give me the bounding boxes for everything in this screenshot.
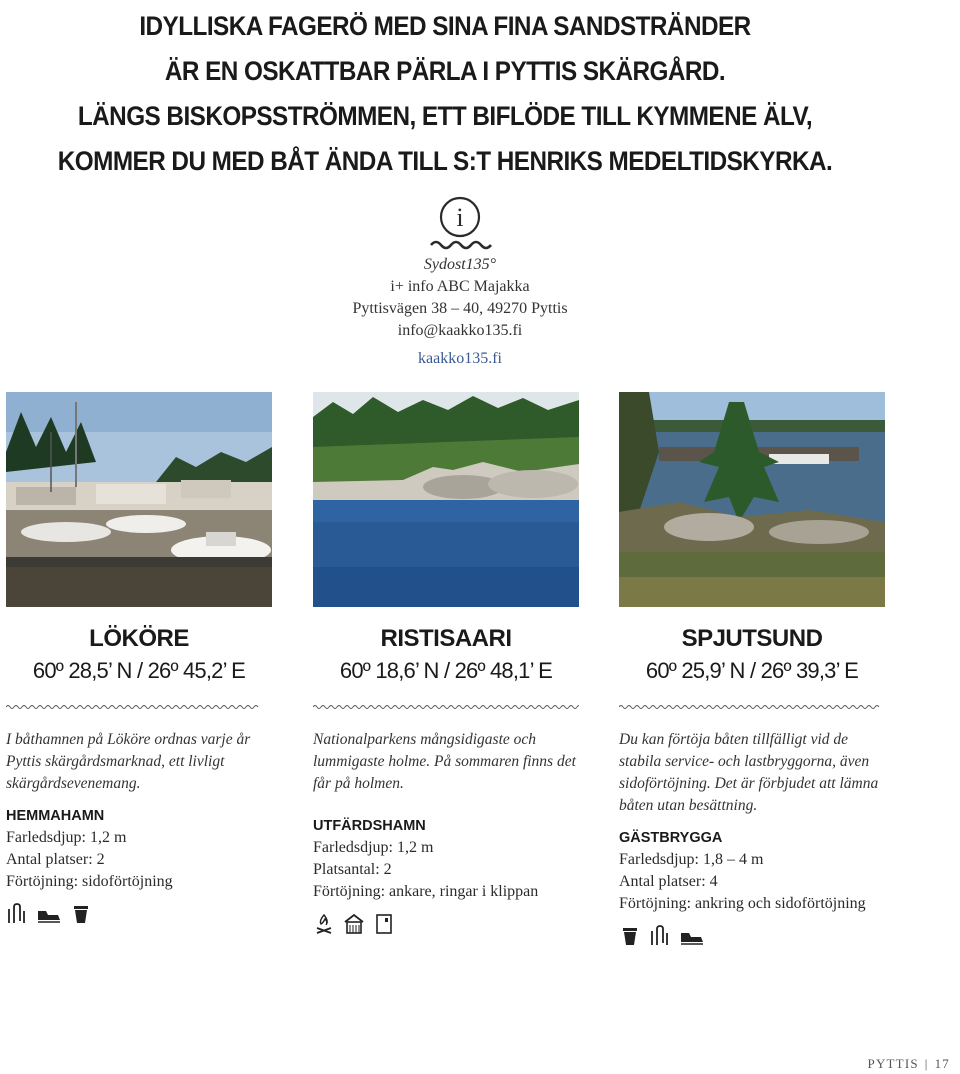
column-lokore: [6, 624, 272, 925]
page-number: 17: [934, 1056, 950, 1071]
boat-ramp-icon: [679, 925, 705, 947]
detail-mooring: Förtöjning: ankring och sidoförtöjning: [619, 895, 866, 912]
info-website-link[interactable]: kaakko135.fi: [418, 350, 502, 367]
detail-depth: Farledsdjup: 1,2 m: [6, 829, 127, 846]
headline-line-4: KOMMER DU MED BÅT ÄNDA TILL S:T HENRIKS MEDELTIDSKYRKA.: [57, 146, 833, 176]
column-title: LÖKÖRE: [89, 625, 189, 652]
shelter-icon: [343, 913, 365, 935]
footer-place: PYTTIS: [867, 1056, 919, 1071]
detail-places: Antal platser: 4: [619, 873, 718, 890]
harbour-type: HEMMAHAMN: [6, 808, 105, 824]
photo-ristisaari: [313, 392, 579, 607]
headline-line-3: LÄNGS BISKOPSSTRÖMMEN, ETT BIFLÖDE TILL KYMMENE ÄLV,: [77, 101, 813, 131]
detail-places: Antal platser: 2: [6, 851, 105, 868]
column-title: RISTISAARI: [380, 625, 512, 652]
column-title: SPJUTSUND: [681, 625, 823, 652]
info-name: Sydost135°: [423, 256, 497, 273]
toilet-icon: [373, 913, 395, 935]
mooring-icon: [649, 925, 671, 947]
service-icons: [619, 925, 885, 947]
boat-ramp-icon: [36, 903, 62, 925]
headline: [45, 4, 846, 184]
campfire-icon: [313, 913, 335, 935]
photo-lokore: [6, 392, 272, 607]
wave-divider: [6, 704, 272, 710]
page-footer: PYTTIS | 17: [867, 1056, 950, 1071]
svg-text:i: i: [456, 203, 464, 232]
detail-places: Platsantal: 2: [313, 861, 392, 878]
column-coordinates: 60º 25,9’ N / 26º 39,3’ E: [645, 658, 859, 683]
column-description: Du kan förtöja båten tillfälligt vid de stabila service- och lastbryggorna, även sidoförtöjning. Det är förbjudet att lämna båten utan besättning.: [619, 731, 879, 814]
info-icon: [425, 196, 495, 254]
column-coordinates: 60º 28,5’ N / 26º 45,2’ E: [32, 658, 246, 683]
detail-mooring: Förtöjning: ankare, ringar i klippan: [313, 883, 539, 900]
detail-depth: Farledsdjup: 1,2 m: [313, 839, 434, 856]
harbour-type: UTFÄRDSHAMN: [313, 818, 426, 834]
waste-bin-icon: [619, 925, 641, 947]
info-line-1: i+ info ABC Majakka: [390, 278, 530, 295]
column-spjutsund: [619, 624, 885, 947]
headline-line-2: ÄR EN OSKATTBAR PÄRLA I PYTTIS SKÄRGÅRD.: [164, 56, 726, 86]
mooring-icon: [6, 903, 28, 925]
photo-spjutsund: [619, 392, 885, 607]
headline-line-1: IDYLLISKA FAGERÖ MED SINA FINA SANDSTRÄNDER: [139, 11, 751, 41]
column-ristisaari: [313, 624, 579, 935]
wave-divider: [313, 704, 579, 710]
info-email[interactable]: info@kaakko135.fi: [397, 322, 523, 339]
waste-bin-icon: [70, 903, 92, 925]
column-description: I båthamnen på Lököre ordnas varje år Pyttis skärgårdsmarknad, ett livligt skärgårdsevenemang.: [6, 731, 251, 792]
detail-mooring: Förtöjning: sidoförtöjning: [6, 873, 173, 890]
info-block: [300, 196, 620, 370]
service-icons: [6, 903, 272, 925]
wave-divider: [619, 704, 885, 710]
info-address: Pyttisvägen 38 – 40, 49270 Pyttis: [352, 300, 568, 317]
column-description: Nationalparkens mångsidigaste och lummigaste holme. På sommaren finns det får på holmen.: [313, 731, 576, 792]
detail-depth: Farledsdjup: 1,8 – 4 m: [619, 851, 764, 868]
column-coordinates: 60º 18,6’ N / 26º 48,1’ E: [339, 658, 553, 683]
service-icons: [313, 913, 579, 935]
harbour-type: GÄSTBRYGGA: [619, 830, 723, 846]
